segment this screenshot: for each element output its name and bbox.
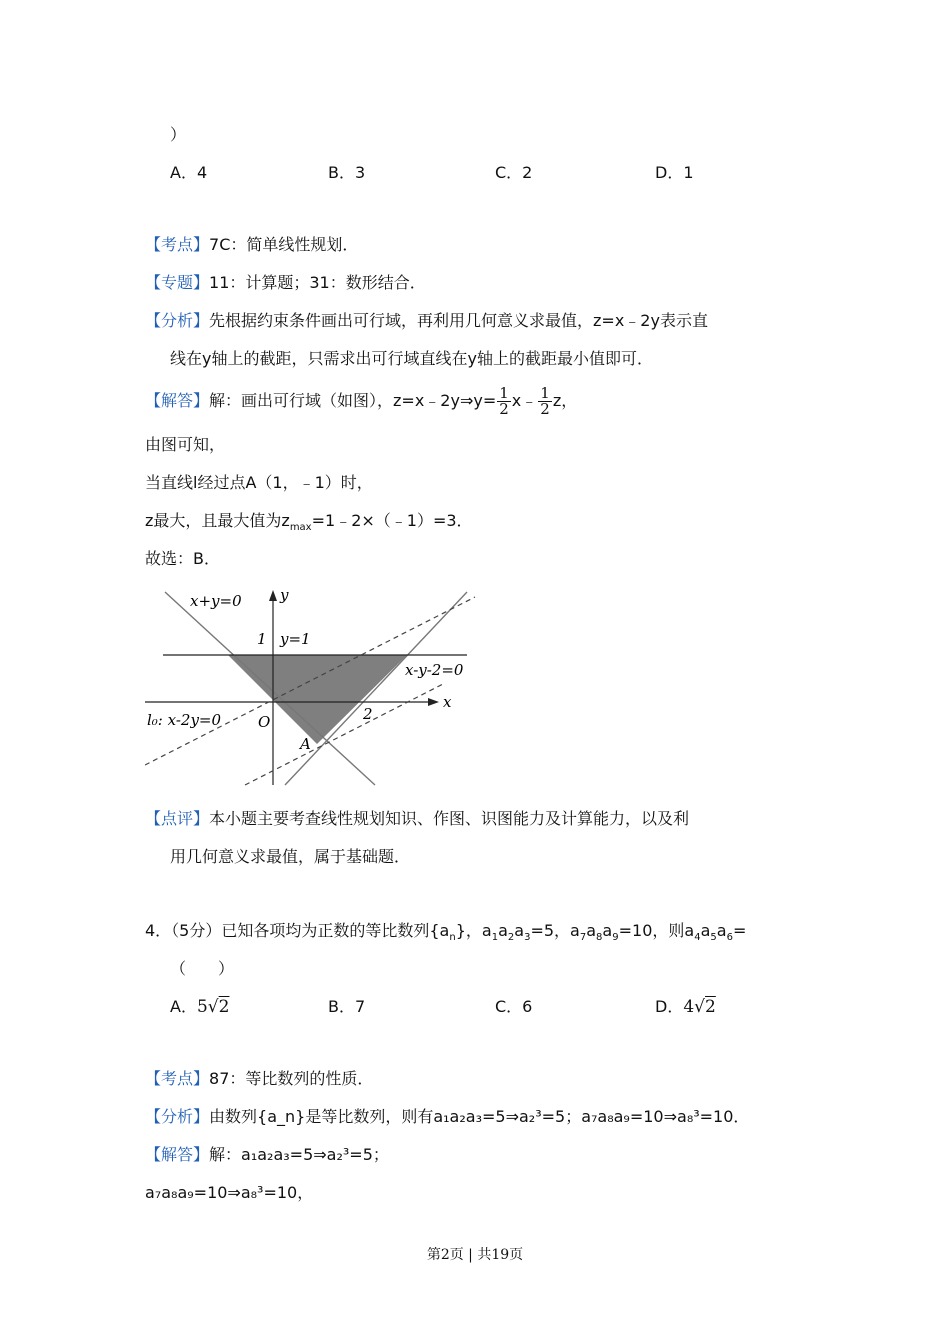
option-b: B．3 <box>328 163 366 182</box>
fenxi-row <box>145 310 708 332</box>
closing-paren: ） <box>170 125 187 144</box>
page-footer: 第2页 | 共19页 <box>426 1247 524 1263</box>
label-x-axis: x <box>443 693 452 711</box>
dianping-line1: 本小题主要考查线性规划知识、作图、识图能力及计算能力，以及利 <box>209 809 690 828</box>
label-origin: O <box>258 713 271 731</box>
kaodian-tag: 【考点】 <box>145 235 210 254</box>
q4-last-line: a₇a₈a₉=10⇒a₈³=10， <box>145 1183 314 1202</box>
feasible-region-figure <box>145 585 485 795</box>
dianping-row <box>145 808 689 830</box>
q4-option-b: B．7 <box>328 997 366 1016</box>
q4-blank: （ ） <box>170 959 235 978</box>
line-dang: 当直线l经过点A（1，﹣1）时， <box>145 473 373 492</box>
jieda-text1: 解：画出可行域（如图），z=x﹣2y⇒y= <box>209 391 497 410</box>
zhuanti-tag: 【专题】 <box>145 273 210 292</box>
option-a: A．4 <box>170 163 208 182</box>
line-youtu: 由图可知， <box>145 435 226 454</box>
q4-option-a: A．5√2 <box>170 997 230 1017</box>
q4-fenxi-row <box>145 1106 749 1128</box>
label-y-axis: y <box>280 586 289 604</box>
label-point-a: A <box>300 735 311 753</box>
q4-kaodian-text: 87：等比数列的性质． <box>209 1069 374 1088</box>
fenxi-line1: 先根据约束条件画出可行域，再利用几何意义求最值，z=x﹣2y表示直 <box>209 311 708 330</box>
option-c: C．2 <box>495 163 533 182</box>
fenxi-line2: 线在y轴上的截距，只需求出可行域直线在y轴上的截距最小值即可． <box>170 349 653 368</box>
radical-5-sqrt-2: 5√2 <box>196 997 230 1017</box>
zhuanti-row <box>145 272 426 294</box>
label-one: 1 <box>257 630 267 648</box>
option-d: D．1 <box>655 163 694 182</box>
q4-jieda-text: 解：a₁a₂a₃=5⇒a₂³=5； <box>209 1145 389 1164</box>
dianping-tag: 【点评】 <box>145 809 210 828</box>
zhuanti-text: 11：计算题；31：数形结合． <box>209 273 426 292</box>
q4-kaodian-tag: 【考点】 <box>145 1069 210 1088</box>
jieda-text2: x﹣ <box>511 391 538 410</box>
dianping-line2: 用几何意义求最值，属于基础题． <box>170 847 411 866</box>
q4-jieda-tag: 【解答】 <box>145 1145 210 1164</box>
label-x-minus-y-minus-2: x-y-2=0 <box>405 661 464 679</box>
q4-stem: 4．（5分）已知各项均为正数的等比数列$\{a_n\}$，$a_1a_2a_3=5$，$a_7a_8a_9=10$，则$a_4a_5a_6=$ <box>145 921 747 944</box>
q4-fenxi-tag: 【分析】 <box>145 1107 210 1126</box>
x-axis-arrow <box>428 698 439 706</box>
q4-kaodian-row <box>145 1068 373 1090</box>
jieda-text3: z， <box>552 391 578 410</box>
kaodian-text: 7C：简单线性规划． <box>209 235 359 254</box>
q4-option-c: C．6 <box>495 997 533 1016</box>
y-axis-arrow <box>269 590 277 601</box>
label-l0: l₀: x-2y=0 <box>147 711 222 729</box>
label-x-plus-y: x+y=0 <box>190 592 242 610</box>
line-zmax: z最大，且最大值为$z_{max}=1﹣2\times(﹣1)=3$． <box>145 511 473 534</box>
radical-4-sqrt-2: 4√2 <box>683 997 716 1017</box>
label-two: 2 <box>363 705 373 723</box>
fenxi-tag: 【分析】 <box>145 311 210 330</box>
line-guxuan: 故选：B． <box>145 549 220 568</box>
q4-jieda-row <box>145 1144 389 1166</box>
kaodian-row <box>145 234 358 256</box>
fraction-half-2: $\frac{1}{2}$ <box>540 384 550 418</box>
q4-fenxi-text: 由数列{a_n}是等比数列，则有a₁a₂a₃=5⇒a₂³=5；a₇a₈a₉=10⇒a₈³=10． <box>209 1107 750 1126</box>
jieda-tag: 【解答】 <box>145 391 210 410</box>
feasible-region <box>228 655 407 744</box>
q4-option-d: D．4√2 <box>655 997 716 1017</box>
label-y-equals-1: y=1 <box>280 630 311 648</box>
jieda-row <box>145 386 577 417</box>
fraction-half-1: $\frac{1}{2}$ <box>499 384 509 418</box>
